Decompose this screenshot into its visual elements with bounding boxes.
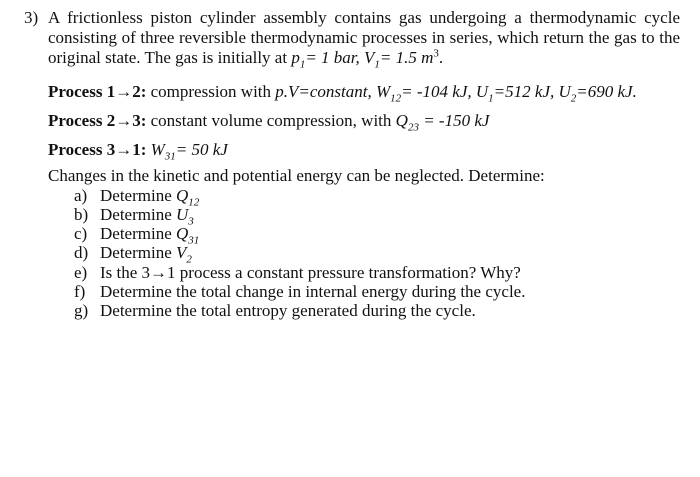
intro-line-3-text: original state. The gas is initially at	[48, 48, 292, 67]
changes-statement: Changes in the kinetic and potential energy can be neglected. Determine:	[48, 166, 545, 185]
w12-value: = -104 kJ,	[401, 82, 476, 101]
p1-subscript: 1	[299, 58, 306, 71]
w31-subscript: 31	[164, 150, 176, 163]
process-1-2-desc: compression with	[146, 82, 276, 101]
question-number: 3)	[24, 8, 39, 27]
item-b-marker: b)	[74, 205, 89, 224]
v1-subscript: 1	[374, 58, 380, 71]
v1-value: = 1.5 m	[379, 48, 434, 67]
item-g-marker: g)	[74, 301, 89, 320]
list-item-a	[74, 186, 200, 209]
item-f-marker: f)	[74, 282, 86, 301]
process-2-3-desc: constant volume compression, with	[146, 111, 396, 130]
intro-line-2: consisting of three reversible thermodynamic processes in series, which return the gas to the	[48, 28, 680, 47]
intro-line-3-end: .	[438, 48, 444, 67]
item-f-text: Determine the total change in internal energy during the cycle.	[100, 282, 526, 301]
item-c-text: Determine	[100, 224, 176, 243]
item-c-symbol: Q	[176, 224, 189, 243]
u1-value: =512 kJ,	[493, 82, 559, 101]
item-a-subscript: 12	[188, 196, 200, 209]
intro-line-1: A frictionless piston cylinder assembly contains gas undergoing a thermodynamic cycle	[48, 8, 680, 27]
w12-symbol: W	[375, 82, 391, 101]
item-b-symbol: U	[176, 205, 189, 224]
list-item-d	[74, 243, 192, 266]
process-3-1	[48, 140, 228, 163]
process-3-1-label: Process 3→1:	[48, 140, 147, 159]
item-d-subscript: 2	[186, 253, 192, 266]
v1-superscript: 3	[433, 47, 439, 60]
v1-symbol: V	[364, 48, 375, 67]
process-1-2-eq: p.V=constant,	[275, 82, 376, 101]
item-c-marker: c)	[74, 224, 88, 243]
u1-subscript: 1	[488, 92, 494, 105]
list-item-f	[74, 282, 525, 302]
list-item-e	[74, 263, 521, 283]
list-item-c	[74, 224, 200, 247]
item-e-marker: e)	[74, 263, 88, 282]
q23-subscript: 23	[407, 121, 419, 134]
item-c-subscript: 31	[188, 234, 200, 247]
item-b-subscript: 3	[188, 215, 194, 228]
process-1-2	[48, 82, 637, 105]
item-d-symbol: V	[176, 243, 187, 262]
u2-symbol: U	[558, 82, 571, 101]
item-d-text: Determine	[100, 243, 176, 262]
item-a-symbol: Q	[176, 186, 189, 205]
list-item-b	[74, 205, 194, 228]
item-e-text: Is the 3→1 process a constant pressure transformation? Why?	[100, 263, 521, 282]
p1-value: = 1 bar,	[305, 48, 365, 67]
w31-value: = 50 kJ	[175, 140, 228, 159]
w12-subscript: 12	[390, 92, 402, 105]
u2-subscript: 2	[570, 92, 577, 105]
process-2-3	[48, 111, 490, 134]
item-a-marker: a)	[74, 186, 88, 205]
intro-line-3	[48, 47, 444, 71]
p1-symbol: p	[291, 48, 300, 67]
process-2-3-label: Process 2→3:	[48, 111, 147, 130]
item-b-text: Determine	[100, 205, 176, 224]
u2-value: =690 kJ.	[576, 82, 637, 101]
item-d-marker: d)	[74, 243, 89, 262]
item-a-text: Determine	[100, 186, 176, 205]
list-item-g	[74, 301, 476, 321]
item-g-text: Determine the total entropy generated during the cycle.	[100, 301, 476, 320]
process-1-2-label: Process 1→2:	[48, 82, 147, 101]
q23-value: = -150 kJ	[418, 111, 490, 130]
w31-symbol: W	[150, 140, 165, 159]
u1-symbol: U	[475, 82, 489, 101]
q23-symbol: Q	[395, 111, 408, 130]
